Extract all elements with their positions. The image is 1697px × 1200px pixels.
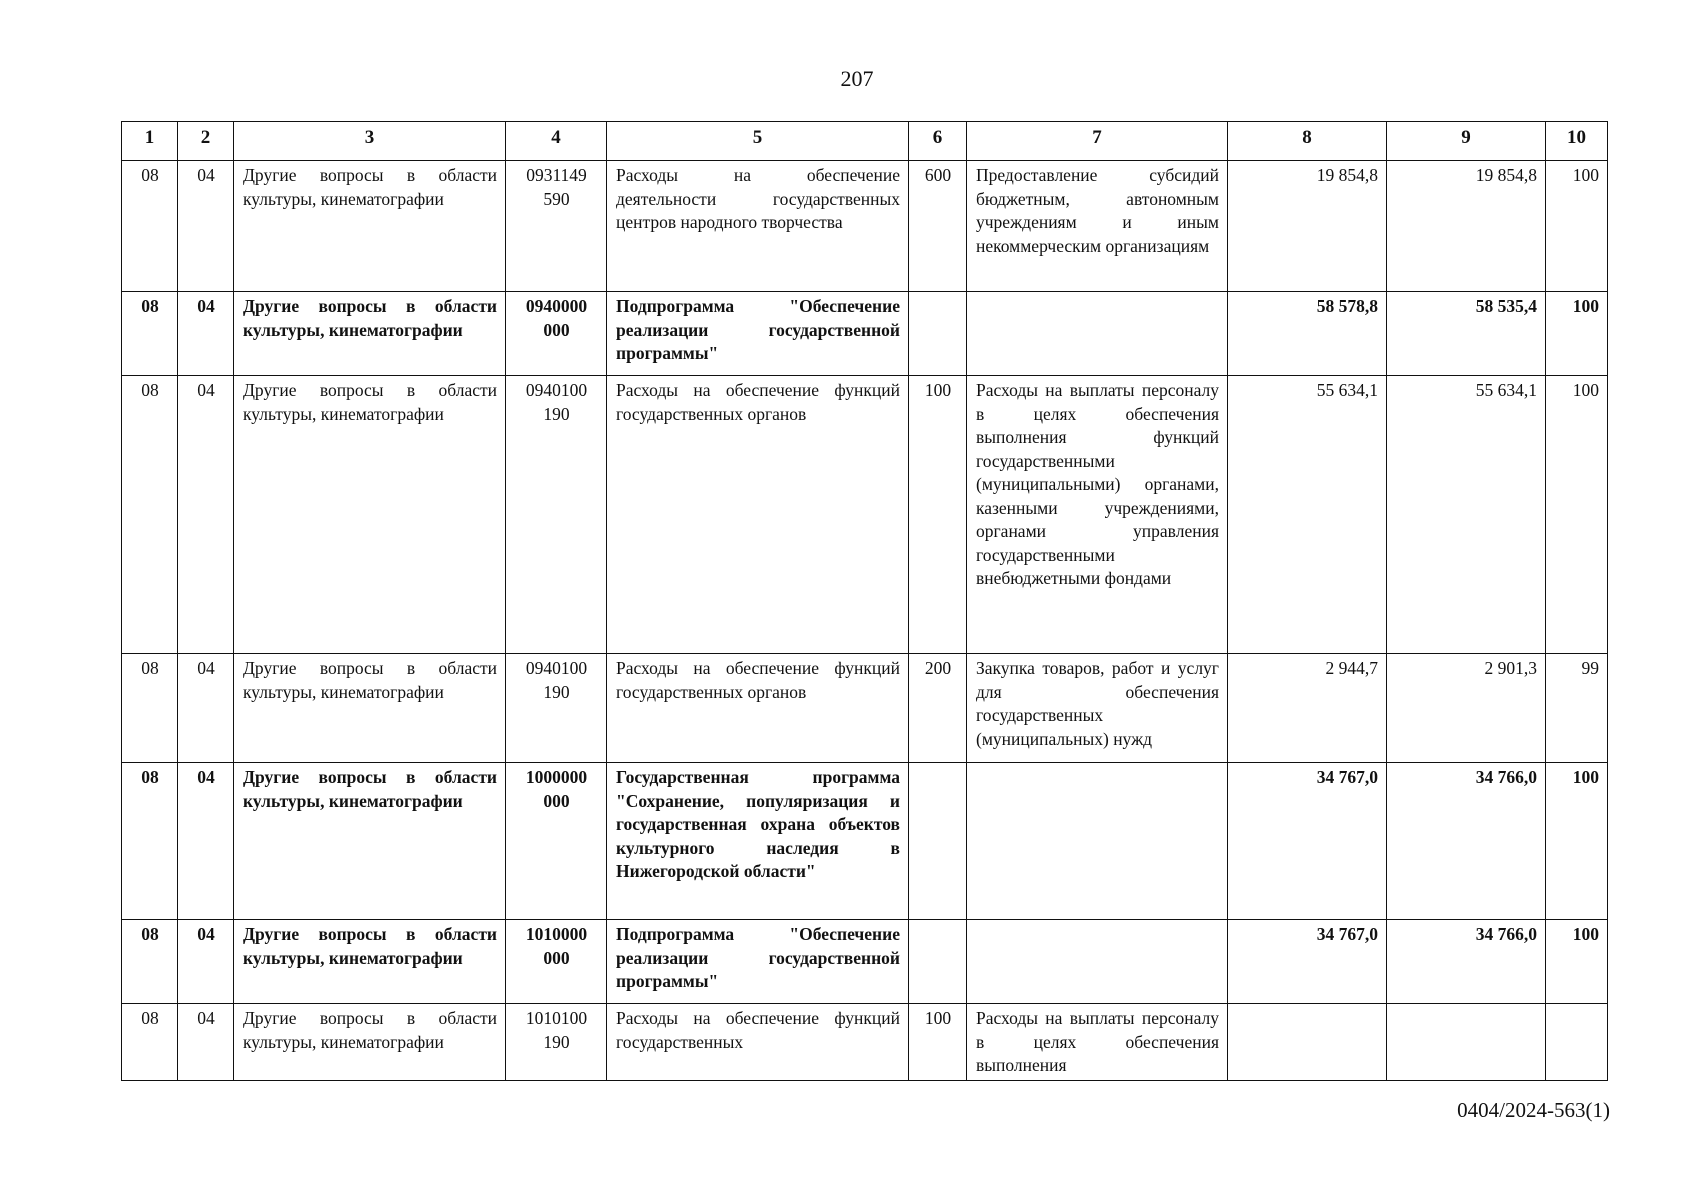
expense-type-code: 200 [909,654,967,763]
execution-percent: 100 [1546,292,1608,376]
executed-amount: 34 766,0 [1387,763,1546,920]
section-code: 08 [122,161,178,292]
col-header-7: 7 [967,122,1228,161]
table-row [122,920,1608,1004]
col-header-2: 2 [178,122,234,161]
executed-amount: 34 766,0 [1387,920,1546,1004]
col-header-3: 3 [234,122,506,161]
col-header-6: 6 [909,122,967,161]
section-name: Другие вопросы в области культуры, кинематографии [234,763,506,920]
table-row [122,292,1608,376]
col-header-8: 8 [1228,122,1387,161]
executed-amount: 2 901,3 [1387,654,1546,763]
subsection-code: 04 [178,654,234,763]
table-row [122,161,1608,292]
planned-amount: 58 578,8 [1228,292,1387,376]
budget-table [121,121,1608,1081]
section-name: Другие вопросы в области культуры, кинематографии [234,292,506,376]
col-header-5: 5 [607,122,909,161]
col-header-4: 4 [506,122,607,161]
subsection-code: 04 [178,1004,234,1081]
section-name: Другие вопросы в области культуры, кинематографии [234,1004,506,1081]
execution-percent: 100 [1546,920,1608,1004]
expense-type-name: Расходы на выплаты персоналу в целях обеспечения выполнения [967,1004,1228,1081]
executed-amount [1387,1004,1546,1081]
target-article-code: 1010000 000 [506,920,607,1004]
col-header-10: 10 [1546,122,1608,161]
target-article-code: 1000000 000 [506,763,607,920]
table-row [122,654,1608,763]
target-article-name: Подпрограмма "Обеспечение реализации государственной программы" [607,292,909,376]
section-name: Другие вопросы в области культуры, кинематографии [234,161,506,292]
table-row [122,763,1608,920]
page-number: 207 [840,66,874,91]
planned-amount: 55 634,1 [1228,376,1387,654]
expense-type-name: Закупка товаров, работ и услуг для обеспечения государственных (муниципальных) нужд [967,654,1228,763]
section-code: 08 [122,763,178,920]
table-row [122,376,1608,654]
table-row [122,1004,1608,1081]
section-code: 08 [122,1004,178,1081]
execution-percent: 100 [1546,161,1608,292]
expense-type-code: 600 [909,161,967,292]
target-article-code: 0940000 000 [506,292,607,376]
target-article-name: Подпрограмма "Обеспечение реализации государственной программы" [607,920,909,1004]
target-article-name: Расходы на обеспечение деятельности государственных центров народного творчества [607,161,909,292]
target-article-name: Расходы на обеспечение функций государственных органов [607,376,909,654]
execution-percent: 100 [1546,763,1608,920]
expense-type-code: 100 [909,376,967,654]
expense-type-name: Предоставление субсидий бюджетным, автономным учреждениям и иным некоммерческим организациям [967,161,1228,292]
col-header-1: 1 [122,122,178,161]
expense-type-code [909,292,967,376]
target-article-name: Расходы на обеспечение функций государственных [607,1004,909,1081]
section-name: Другие вопросы в области культуры, кинематографии [234,654,506,763]
planned-amount: 34 767,0 [1228,763,1387,920]
planned-amount: 34 767,0 [1228,920,1387,1004]
subsection-code: 04 [178,763,234,920]
expense-type-code [909,920,967,1004]
target-article-code: 0940100 190 [506,654,607,763]
section-name: Другие вопросы в области культуры, кинематографии [234,376,506,654]
target-article-code: 0931149 590 [506,161,607,292]
section-name: Другие вопросы в области культуры, кинематографии [234,920,506,1004]
execution-percent [1546,1004,1608,1081]
document-code: 0404/2024-563(1) [1457,1098,1610,1122]
planned-amount: 2 944,7 [1228,654,1387,763]
section-code: 08 [122,292,178,376]
target-article-name: Государственная программа "Сохранение, популяризация и государственная охрана объектов культурного наследия в Нижегородской области" [607,763,909,920]
expense-type-code [909,763,967,920]
planned-amount: 19 854,8 [1228,161,1387,292]
section-code: 08 [122,920,178,1004]
subsection-code: 04 [178,376,234,654]
expense-type-name [967,763,1228,920]
expense-type-code: 100 [909,1004,967,1081]
executed-amount: 58 535,4 [1387,292,1546,376]
header-row [122,122,1608,161]
execution-percent: 99 [1546,654,1608,763]
executed-amount: 55 634,1 [1387,376,1546,654]
execution-percent: 100 [1546,376,1608,654]
executed-amount: 19 854,8 [1387,161,1546,292]
target-article-code: 0940100 190 [506,376,607,654]
expense-type-name [967,920,1228,1004]
col-header-9: 9 [1387,122,1546,161]
target-article-name: Расходы на обеспечение функций государственных органов [607,654,909,763]
subsection-code: 04 [178,161,234,292]
target-article-code: 1010100 190 [506,1004,607,1081]
section-code: 08 [122,654,178,763]
section-code: 08 [122,376,178,654]
expense-type-name [967,292,1228,376]
subsection-code: 04 [178,292,234,376]
planned-amount [1228,1004,1387,1081]
subsection-code: 04 [178,920,234,1004]
expense-type-name: Расходы на выплаты персоналу в целях обеспечения выполнения функций государственными (муниципальными) органами, казенными учреждениями, органами управления государственными внебюджетными фондами [967,376,1228,654]
